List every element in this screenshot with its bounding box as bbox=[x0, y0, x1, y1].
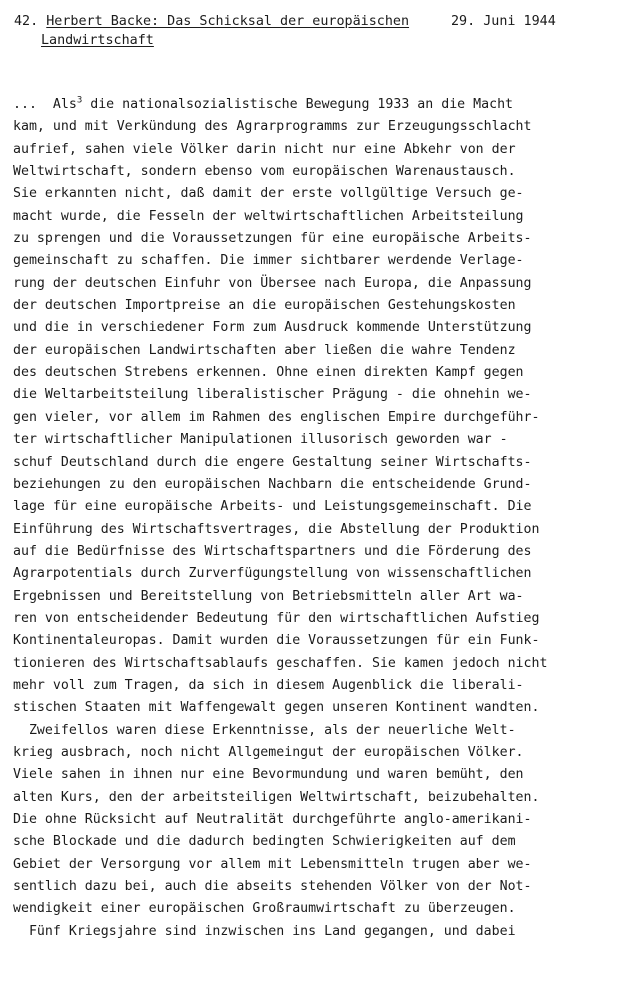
text-line-3: Weltwirtschaft, sondern ebenso vom europäischen Warenaustausch. bbox=[13, 164, 516, 180]
text-line-36: wendigkeit einer europäischen Großraumwirtschaft zu überzeugen. bbox=[13, 901, 516, 917]
text-line-28: Zweifellos waren diese Erkenntnisse, als der neuerliche Welt- bbox=[13, 722, 516, 738]
text-line-23: ren von entscheidender Bedeutung für den wirtschaftlichen Aufstieg bbox=[13, 610, 540, 626]
text-line-6: zu sprengen und die Voraussetzungen für eine europäische Arbeits- bbox=[13, 231, 532, 247]
document-date: 29. Juni 1944 bbox=[451, 14, 556, 29]
text-line-29: krieg ausbrach, noch nicht Allgemeingut der europäischen Völker. bbox=[13, 744, 524, 760]
first-line-opening: ... Als bbox=[13, 97, 77, 112]
text-line-20: auf die Bedürfnisse des Wirtschaftspartners und die Förderung des bbox=[13, 543, 532, 559]
text-line-10: und die in verschiedener Form zum Ausdruck kommende Unterstützung bbox=[13, 320, 532, 336]
text-line-31: alten Kurs, den der arbeitsteiligen Weltwirtschaft, beizubehalten. bbox=[13, 789, 540, 805]
text-line-14: gen vieler, vor allem im Rahmen des englischen Empire durchgeführ- bbox=[13, 409, 540, 425]
text-line-19: Einführung des Wirtschaftsvertrages, die Abstellung der Produktion bbox=[13, 521, 540, 537]
text-line-8: rung der deutschen Einfuhr von Übersee nach Europa, die Anpassung bbox=[13, 275, 532, 291]
text-line-26: mehr voll zum Tragen, da sich in diesem Augenblick die liberali- bbox=[13, 677, 524, 693]
text-line-32: Die ohne Rücksicht auf Neutralität durchgeführte anglo-amerikani- bbox=[13, 812, 532, 827]
text-line-24: Kontinentaleuropas. Damit wurden die Voraussetzungen für ein Funk- bbox=[13, 633, 540, 649]
text-line-16: schuf Deutschland durch die engere Gestaltung seiner Wirtschafts- bbox=[13, 454, 532, 470]
text-line-5: macht wurde, die Fesseln der weltwirtschaftlichen Arbeitsteilung bbox=[13, 208, 524, 224]
text-line-30: Viele sahen in ihnen nur eine Bevormundung und waren bemüht, den bbox=[13, 767, 524, 783]
text-line-25: tionieren des Wirtschaftsablaufs geschaffen. Sie kamen jedoch nicht bbox=[13, 655, 548, 671]
text-line-22: Ergebnissen und Bereitstellung von Betriebsmitteln aller Art wa- bbox=[13, 588, 524, 604]
text-line-0 bbox=[13, 94, 625, 116]
text-line-37: Fünf Kriegsjahre sind inzwischen ins Land gegangen, und dabei bbox=[13, 923, 516, 939]
text-line-35: sentlich dazu bei, auch die abseits stehenden Völker von der Not- bbox=[13, 879, 532, 895]
text-line-4: Sie erkannten nicht, daß damit der erste vollgültige Versuch ge- bbox=[13, 186, 524, 202]
document-header bbox=[14, 12, 624, 31]
document-number: 42. bbox=[14, 14, 39, 29]
text-line-1: kam, und mit Verkündung des Agrarprogramms zur Erzeugungsschlacht bbox=[13, 119, 532, 135]
text-line-33: sche Blockade und die dadurch bedingten Schwierigkeiten auf dem bbox=[13, 834, 516, 850]
text-line-15: ter wirtschaftlicher Manipulationen illusorisch geworden war - bbox=[13, 432, 508, 448]
text-line-12: des deutschen Strebens erkennen. Ohne einen direkten Kampf gegen bbox=[13, 365, 524, 381]
text-line-18: lage für eine europäische Arbeits- und Leistungsgemeinschaft. Die bbox=[13, 499, 532, 515]
footnote-marker: 3 bbox=[76, 95, 83, 106]
first-line-remainder: die nationalsozialistische Bewegung 1933 an die Macht bbox=[82, 97, 514, 112]
document-title-line-1: Herbert Backe: Das Schicksal der europäischen bbox=[46, 14, 410, 29]
text-line-11: der europäischen Landwirtschaften aber ließen die wahre Tendenz bbox=[13, 342, 516, 358]
document-title-line-2: Landwirtschaft bbox=[41, 33, 154, 48]
text-line-2: aufrief, sahen viele Völker darin nicht nur eine Abkehr von der bbox=[13, 141, 516, 157]
text-line-13: die Weltarbeitsteilung liberalistischer Prägung - die ohnehin we- bbox=[13, 387, 532, 403]
text-line-9: der deutschen Importpreise an die europäischen Gestehungskosten bbox=[13, 298, 516, 314]
text-line-21: Agrarpotentials durch Zurverfügungstellung von wissenschaftlichen bbox=[13, 566, 532, 582]
text-line-34: Gebiet der Versorgung vor allem mit Lebensmitteln trugen aber we- bbox=[13, 856, 532, 872]
text-line-27: stischen Staaten mit Waffengewalt gegen unseren Kontinent wandten. bbox=[13, 700, 540, 716]
text-line-17: beziehungen zu den europäischen Nachbarn die entscheidende Grund- bbox=[13, 476, 532, 492]
text-line-7: gemeinschaft zu schaffen. Die immer sichtbarer werdende Verlage- bbox=[13, 253, 524, 269]
document-body-text bbox=[13, 94, 625, 943]
